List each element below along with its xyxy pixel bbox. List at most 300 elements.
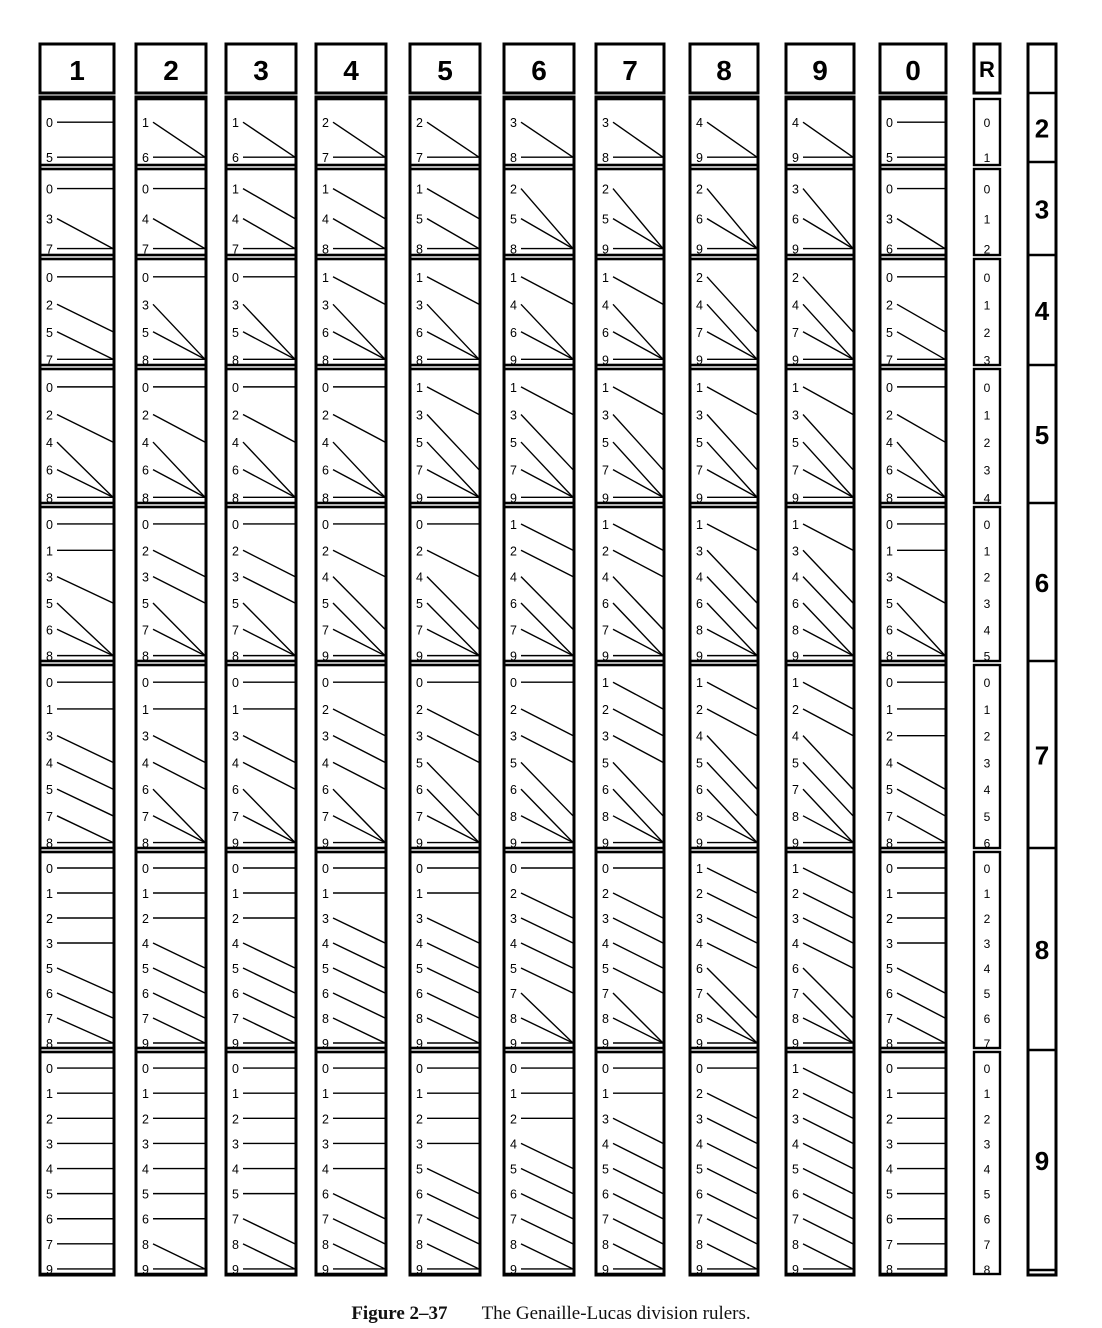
ruler-5-entry: 0	[416, 1062, 423, 1077]
ruler-2-entry: 2	[142, 544, 149, 559]
remainder-entry: 1	[983, 298, 991, 313]
ruler-9-header: 9	[812, 55, 828, 86]
index-label: 2	[1034, 113, 1050, 144]
ruler-9-entry: 6	[792, 596, 799, 611]
ruler-0-entry: 7	[886, 1237, 893, 1252]
ruler-9-entry: 7	[792, 1212, 799, 1227]
ruler-7-entry: 6	[602, 783, 609, 798]
ruler-0-entry: 1	[886, 887, 893, 901]
ruler-5-entry: 5	[416, 212, 423, 227]
ruler-6-entry: 8	[510, 1012, 517, 1026]
ruler-2-entry: 2	[142, 1112, 149, 1127]
ruler-3-entry: 0	[232, 862, 239, 876]
ruler-2-entry: 7	[142, 242, 149, 257]
ruler-1-entry: 0	[46, 182, 53, 197]
ruler-7-entry: 9	[602, 353, 609, 368]
ruler-0-entry: 6	[886, 463, 893, 478]
ruler-5-entry: 8	[416, 1237, 423, 1252]
ruler-0-entry: 6	[886, 623, 893, 638]
ruler-1-entry: 5	[46, 1187, 53, 1202]
ruler-7-entry: 0	[602, 862, 609, 876]
ruler-6-entry: 4	[510, 298, 517, 313]
ruler-9-entry: 5	[792, 756, 799, 771]
ruler-8-entry: 2	[696, 887, 703, 901]
ruler-3-entry: 5	[232, 1187, 239, 1202]
ruler-5-entry: 7	[416, 623, 423, 638]
ruler-4-entry: 8	[322, 1012, 329, 1026]
ruler-2-entry: 1	[142, 116, 149, 131]
ruler-4-entry: 7	[322, 623, 329, 638]
ruler-5-entry: 2	[416, 116, 423, 131]
ruler-1-entry: 8	[46, 491, 53, 506]
ruler-6-entry: 7	[510, 987, 517, 1001]
ruler-1-entry: 1	[46, 1087, 53, 1102]
ruler-9-entry: 8	[792, 623, 799, 638]
remainder-entry: 6	[983, 1212, 991, 1227]
ruler-9-entry: 1	[792, 380, 799, 395]
ruler-2-entry: 5	[142, 962, 149, 976]
remainder-entry: 2	[983, 729, 991, 744]
ruler-6-entry: 4	[510, 1137, 517, 1152]
ruler-4-entry: 2	[322, 1112, 329, 1127]
ruler-8-entry: 2	[696, 1087, 703, 1102]
ruler-5-entry: 8	[416, 353, 423, 368]
remainder-entry: 1	[983, 408, 991, 423]
ruler-8-entry: 8	[696, 1012, 703, 1026]
ruler-9-entry: 1	[792, 517, 799, 532]
figure-label: Figure 2–37	[351, 1303, 448, 1324]
ruler-7-entry: 4	[602, 570, 609, 585]
ruler-5-entry: 1	[416, 380, 423, 395]
ruler-3-entry: 2	[232, 912, 239, 926]
ruler-3-entry: 6	[232, 987, 239, 1001]
ruler-9-entry: 5	[792, 436, 799, 451]
ruler-1-entry: 7	[46, 809, 53, 824]
ruler-8-entry: 8	[696, 623, 703, 638]
ruler-0-entry: 4	[886, 436, 893, 451]
ruler-1-entry: 3	[46, 937, 53, 951]
ruler-2-entry: 3	[142, 570, 149, 585]
index-label: 7	[1034, 740, 1050, 771]
ruler-4-entry: 0	[322, 676, 329, 691]
ruler-9-entry: 7	[792, 325, 799, 340]
ruler-2-entry: 0	[142, 517, 149, 532]
ruler-0-entry: 7	[886, 1012, 893, 1026]
index-ruler-frame	[1028, 44, 1056, 1275]
ruler-2-entry: 6	[142, 151, 149, 166]
ruler-3-entry: 7	[232, 1012, 239, 1026]
ruler-1-entry: 6	[46, 463, 53, 478]
remainder-entry: 5	[983, 809, 991, 824]
index-label: 4	[1034, 296, 1050, 326]
ruler-6-entry: 2	[510, 544, 517, 559]
ruler-1-entry: 7	[46, 1237, 53, 1252]
ruler-3-entry: 2	[232, 408, 239, 423]
ruler-0-entry: 5	[886, 325, 893, 340]
ruler-4-entry: 8	[322, 491, 329, 506]
ruler-2-entry: 5	[142, 1187, 149, 1202]
ruler-2-entry: 6	[142, 783, 149, 798]
ruler-8-entry: 7	[696, 1212, 703, 1227]
ruler-0-entry: 3	[886, 212, 893, 227]
ruler-7-entry: 9	[602, 242, 609, 257]
ruler-8-entry: 9	[696, 1262, 703, 1277]
ruler-2-entry: 4	[142, 212, 149, 227]
ruler-1-entry: 1	[46, 702, 53, 717]
ruler-5-entry: 2	[416, 544, 423, 559]
ruler-4-entry: 4	[322, 756, 329, 771]
ruler-9-entry: 5	[792, 1162, 799, 1177]
ruler-3-entry: 3	[232, 570, 239, 585]
ruler-4-entry: 9	[322, 649, 329, 664]
ruler-2-entry: 3	[142, 298, 149, 313]
ruler-7-entry: 2	[602, 702, 609, 717]
ruler-0-entry: 3	[886, 1137, 893, 1152]
ruler-4-entry: 9	[322, 1262, 329, 1277]
ruler-6-entry: 2	[510, 702, 517, 717]
ruler-6-entry: 9	[510, 353, 517, 368]
remainder-entry: 0	[983, 182, 991, 197]
ruler-4-entry: 2	[322, 702, 329, 717]
ruler-3-entry: 7	[232, 242, 239, 257]
remainder-entry: 5	[983, 1187, 991, 1202]
ruler-4-entry: 6	[322, 1187, 329, 1202]
ruler-5-entry: 3	[416, 408, 423, 423]
ruler-7-entry: 1	[602, 517, 609, 532]
ruler-9-entry: 6	[792, 962, 799, 976]
ruler-5-entry: 9	[416, 649, 423, 664]
ruler-5-entry: 1	[416, 1087, 423, 1102]
ruler-4-entry: 3	[322, 912, 329, 926]
ruler-2-entry: 5	[142, 325, 149, 340]
ruler-3-entry: 4	[232, 1162, 239, 1177]
ruler-2-entry: 1	[142, 887, 149, 901]
ruler-6-entry: 9	[510, 836, 517, 851]
ruler-4-header: 4	[343, 55, 359, 86]
ruler-0-entry: 8	[886, 1037, 893, 1051]
ruler-4-entry: 6	[322, 987, 329, 1001]
ruler-2-entry: 0	[142, 862, 149, 876]
ruler-4-entry: 2	[322, 116, 329, 131]
ruler-9-entry: 8	[792, 1012, 799, 1026]
ruler-0-entry: 8	[886, 649, 893, 664]
ruler-4-entry: 6	[322, 463, 329, 478]
ruler-0-entry: 0	[886, 517, 893, 532]
ruler-9-entry: 4	[792, 298, 799, 313]
ruler-1-entry: 1	[46, 544, 53, 559]
ruler-2-entry: 7	[142, 1012, 149, 1026]
ruler-1-entry: 8	[46, 1037, 53, 1051]
ruler-3-entry: 1	[232, 702, 239, 717]
ruler-4-entry: 4	[322, 570, 329, 585]
ruler-5-entry: 5	[416, 436, 423, 451]
ruler-7-entry: 4	[602, 298, 609, 313]
ruler-9-entry: 6	[792, 212, 799, 227]
remainder-entry: 3	[983, 1137, 991, 1152]
ruler-5-entry: 3	[416, 729, 423, 744]
ruler-2-entry: 3	[142, 729, 149, 744]
ruler-6-entry: 8	[510, 1237, 517, 1252]
ruler-8-entry: 4	[696, 116, 703, 131]
ruler-7-entry: 9	[602, 1262, 609, 1277]
ruler-8-entry: 3	[696, 408, 703, 423]
ruler-9-entry: 9	[792, 151, 799, 166]
index-label: 8	[1034, 935, 1050, 965]
ruler-5-entry: 3	[416, 912, 423, 926]
ruler-3-entry: 6	[232, 151, 239, 166]
ruler-5-entry: 9	[416, 1262, 423, 1277]
ruler-0-entry: 0	[886, 270, 893, 285]
ruler-4-entry: 0	[322, 517, 329, 532]
remainder-header: R	[979, 57, 995, 82]
ruler-5-entry: 2	[416, 1112, 423, 1127]
ruler-6-entry: 6	[510, 783, 517, 798]
remainder-entry: 0	[983, 380, 991, 395]
ruler-6-entry: 5	[510, 1162, 517, 1177]
ruler-1-entry: 7	[46, 242, 53, 257]
ruler-8-entry: 7	[696, 325, 703, 340]
ruler-5-entry: 5	[416, 596, 423, 611]
ruler-1-entry: 5	[46, 325, 53, 340]
ruler-3-entry: 1	[232, 1087, 239, 1102]
ruler-9-entry: 3	[792, 912, 799, 926]
ruler-0-entry: 8	[886, 836, 893, 851]
ruler-7-entry: 5	[602, 212, 609, 227]
ruler-6-entry: 9	[510, 1037, 517, 1051]
ruler-8-entry: 7	[696, 463, 703, 478]
ruler-5-entry: 8	[416, 1012, 423, 1026]
ruler-3-entry: 0	[232, 517, 239, 532]
ruler-1-entry: 2	[46, 408, 53, 423]
ruler-1-entry: 2	[46, 912, 53, 926]
ruler-4-entry: 9	[322, 1037, 329, 1051]
remainder-entry: 2	[983, 242, 991, 257]
ruler-8-entry: 1	[696, 517, 703, 532]
ruler-8-entry: 5	[696, 436, 703, 451]
ruler-8-entry: 4	[696, 1137, 703, 1152]
ruler-2-entry: 8	[142, 353, 149, 368]
ruler-9-entry: 9	[792, 1037, 799, 1051]
remainder-entry: 2	[983, 570, 991, 585]
ruler-3-entry: 9	[232, 836, 239, 851]
ruler-3-entry: 8	[232, 491, 239, 506]
ruler-8-entry: 0	[696, 1062, 703, 1077]
ruler-8-entry: 9	[696, 151, 703, 166]
ruler-8-entry: 1	[696, 676, 703, 691]
ruler-8-entry: 4	[696, 729, 703, 744]
ruler-1-entry: 2	[46, 298, 53, 313]
ruler-3-entry: 1	[232, 887, 239, 901]
ruler-3-entry: 0	[232, 1062, 239, 1077]
ruler-6-entry: 7	[510, 463, 517, 478]
ruler-7-entry: 2	[602, 544, 609, 559]
ruler-0-entry: 2	[886, 912, 893, 926]
ruler-3-entry: 7	[232, 1212, 239, 1227]
ruler-0-entry: 2	[886, 298, 893, 313]
ruler-8-entry: 8	[696, 1237, 703, 1252]
ruler-7-entry: 5	[602, 436, 609, 451]
ruler-3-entry: 8	[232, 1237, 239, 1252]
ruler-2-entry: 8	[142, 491, 149, 506]
ruler-2-entry: 9	[142, 1037, 149, 1051]
ruler-9-entry: 7	[792, 987, 799, 1001]
remainder-entry: 6	[983, 836, 991, 851]
ruler-5-entry: 5	[416, 756, 423, 771]
ruler-3-entry: 8	[232, 353, 239, 368]
remainder-entry: 4	[983, 962, 991, 976]
remainder-entry: 0	[983, 517, 991, 532]
ruler-2-entry: 0	[142, 182, 149, 197]
ruler-9-entry: 4	[792, 116, 799, 131]
ruler-0-entry: 5	[886, 151, 893, 166]
ruler-1-entry: 3	[46, 1137, 53, 1152]
ruler-3-entry: 9	[232, 1037, 239, 1051]
ruler-8-entry: 5	[696, 1162, 703, 1177]
remainder-entry: 0	[983, 862, 991, 876]
ruler-6-entry: 7	[510, 623, 517, 638]
ruler-2-entry: 1	[142, 1087, 149, 1102]
ruler-8-entry: 2	[696, 702, 703, 717]
ruler-8-entry: 2	[696, 270, 703, 285]
remainder-entry: 0	[983, 1062, 991, 1077]
ruler-1-entry: 1	[46, 887, 53, 901]
remainder-entry: 7	[983, 1037, 991, 1051]
ruler-5-entry: 0	[416, 676, 423, 691]
remainder-entry: 1	[983, 544, 991, 559]
ruler-5-entry: 9	[416, 1037, 423, 1051]
ruler-3-entry: 5	[232, 962, 239, 976]
ruler-7-entry: 5	[602, 1162, 609, 1177]
ruler-8-entry: 6	[696, 596, 703, 611]
ruler-1-entry: 3	[46, 570, 53, 585]
ruler-4-entry: 1	[322, 270, 329, 285]
ruler-3-entry: 0	[232, 270, 239, 285]
ruler-6-entry: 1	[510, 1087, 517, 1102]
ruler-1-entry: 0	[46, 517, 53, 532]
remainder-entry: 1	[983, 887, 991, 901]
ruler-3-entry: 2	[232, 1112, 239, 1127]
ruler-8-entry: 9	[696, 353, 703, 368]
ruler-8-entry: 9	[696, 491, 703, 506]
ruler-8-entry: 9	[696, 242, 703, 257]
ruler-6-entry: 5	[510, 212, 517, 227]
ruler-2-entry: 6	[142, 1212, 149, 1227]
ruler-3-entry: 3	[232, 729, 239, 744]
ruler-5-entry: 8	[416, 242, 423, 257]
ruler-8-entry: 8	[696, 809, 703, 824]
ruler-7-entry: 8	[602, 809, 609, 824]
ruler-3-entry: 7	[232, 623, 239, 638]
ruler-7-entry: 5	[602, 756, 609, 771]
figure-caption	[0, 1303, 1102, 1325]
remainder-entry: 1	[983, 702, 991, 717]
ruler-9-entry: 8	[792, 809, 799, 824]
remainder-entry: 2	[983, 912, 991, 926]
ruler-5-entry: 3	[416, 298, 423, 313]
ruler-1-entry: 4	[46, 756, 53, 771]
ruler-7-entry: 2	[602, 182, 609, 197]
ruler-9-entry: 3	[792, 1112, 799, 1127]
ruler-5-entry: 0	[416, 862, 423, 876]
ruler-7-entry: 7	[602, 987, 609, 1001]
ruler-7-entry: 3	[602, 408, 609, 423]
ruler-4-entry: 7	[322, 151, 329, 166]
ruler-3-entry: 4	[232, 212, 239, 227]
ruler-8-entry: 1	[696, 862, 703, 876]
ruler-6-entry: 2	[510, 1112, 517, 1127]
ruler-0-entry: 4	[886, 756, 893, 771]
ruler-3-entry: 4	[232, 436, 239, 451]
ruler-0-entry: 0	[886, 182, 893, 197]
ruler-4-entry: 4	[322, 937, 329, 951]
ruler-4-entry: 6	[322, 783, 329, 798]
ruler-0-header: 0	[905, 55, 921, 86]
ruler-3-entry: 9	[232, 1262, 239, 1277]
ruler-1-entry: 6	[46, 623, 53, 638]
ruler-7-entry: 3	[602, 729, 609, 744]
remainder-entry: 8	[983, 1262, 991, 1277]
ruler-6-entry: 8	[510, 151, 517, 166]
ruler-0-entry: 3	[886, 570, 893, 585]
ruler-0-entry: 6	[886, 242, 893, 257]
ruler-2-entry: 0	[142, 380, 149, 395]
ruler-3-header: 3	[253, 55, 269, 86]
ruler-0-entry: 6	[886, 987, 893, 1001]
index-label: 3	[1034, 194, 1050, 225]
ruler-7-entry: 9	[602, 1037, 609, 1051]
ruler-1-entry: 4	[46, 1162, 53, 1177]
ruler-7-entry: 2	[602, 887, 609, 901]
remainder-entry: 5	[983, 987, 991, 1001]
ruler-2-entry: 4	[142, 436, 149, 451]
ruler-5-entry: 4	[416, 570, 423, 585]
ruler-8-header: 8	[716, 55, 732, 86]
index-label: 5	[1034, 420, 1050, 450]
ruler-9-entry: 1	[792, 676, 799, 691]
ruler-2-entry: 4	[142, 937, 149, 951]
ruler-6-entry: 4	[510, 937, 517, 951]
ruler-6-entry: 6	[510, 325, 517, 340]
ruler-6-entry: 3	[510, 116, 517, 131]
ruler-2-entry: 3	[142, 1137, 149, 1152]
ruler-2-entry: 0	[142, 270, 149, 285]
ruler-9-entry: 9	[792, 649, 799, 664]
ruler-6-entry: 0	[510, 1062, 517, 1077]
ruler-3-entry: 8	[232, 649, 239, 664]
ruler-5-entry: 3	[416, 1137, 423, 1152]
ruler-3-entry: 3	[232, 1137, 239, 1152]
remainder-entry: 6	[983, 1012, 991, 1026]
ruler-3-entry: 5	[232, 596, 239, 611]
ruler-9-entry: 3	[792, 408, 799, 423]
ruler-9-entry: 4	[792, 570, 799, 585]
ruler-5-entry: 2	[416, 702, 423, 717]
ruler-1-entry: 6	[46, 1212, 53, 1227]
ruler-1-entry: 3	[46, 212, 53, 227]
ruler-6-entry: 0	[510, 676, 517, 691]
ruler-0-entry: 7	[886, 809, 893, 824]
ruler-4-entry: 9	[322, 836, 329, 851]
ruler-3-entry: 2	[232, 544, 239, 559]
ruler-5-entry: 5	[416, 1162, 423, 1177]
ruler-8-entry: 2	[696, 182, 703, 197]
ruler-1-entry: 5	[46, 783, 53, 798]
ruler-8-entry: 9	[696, 1037, 703, 1051]
ruler-8-entry: 6	[696, 962, 703, 976]
ruler-6-entry: 4	[510, 570, 517, 585]
ruler-0-entry: 0	[886, 676, 893, 691]
ruler-2-entry: 6	[142, 987, 149, 1001]
